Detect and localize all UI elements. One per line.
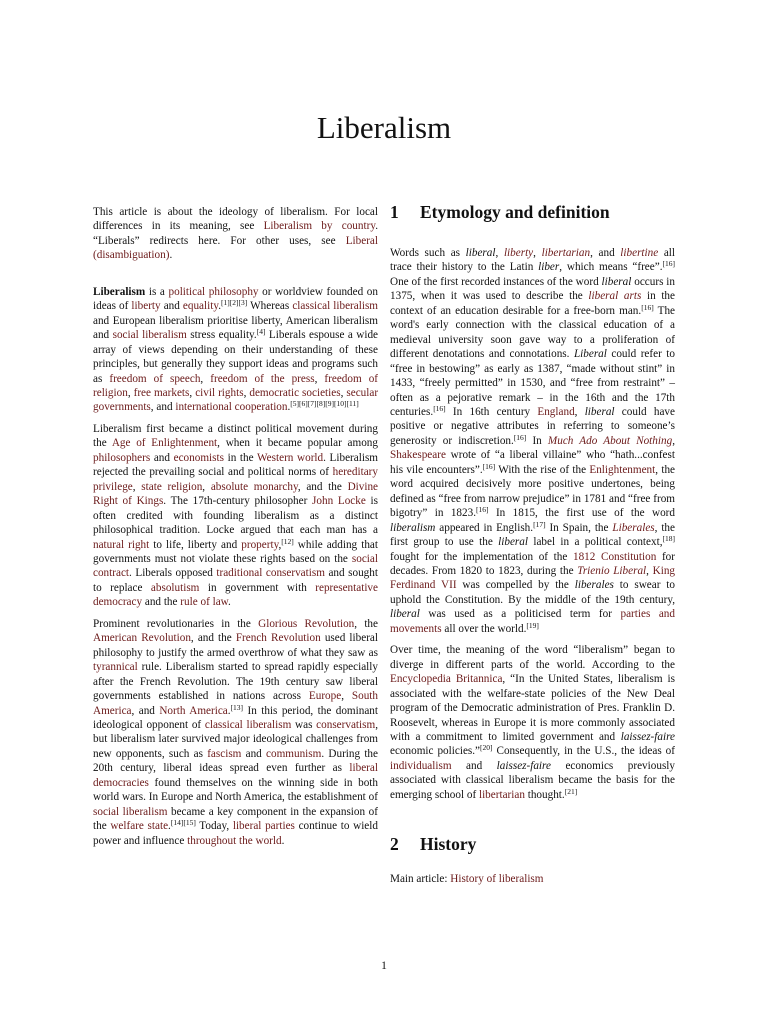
link-french-revolution[interactable]: French Revolution (235, 632, 321, 645)
link-rule-of-law[interactable]: rule of law (180, 596, 229, 609)
paragraph-enlightenment: Liberalism first became a distinct political movement during the Age of Enlightenment, when it became popular among philosophers and economists in the Western world. Liberalism rejected the prevailing social and political norms of hereditary privilege, state religion, absolute monarchy, and the Divine Right of Kings. The 17th-century philosopher John Locke is often credited with founding liberalism as a distinct philosophical tradition. Locke argued that each man has a natural right to life, liberty and property,[12] while adding that governments must not violate these rights based on the social contract. Liberals opposed traditional conservatism and sought to replace absolutism in government with representative democracy and the rule of law. (93, 422, 379, 609)
link-classical-liberalism-2[interactable]: classical liberalism (204, 718, 292, 731)
page-title: Liberalism (316, 110, 452, 145)
link-north-america[interactable]: North America (159, 704, 228, 717)
link-conservatism[interactable]: conservatism (316, 718, 376, 731)
page-number: 1 (381, 960, 387, 972)
link-philosophers[interactable]: philosophers (93, 451, 151, 464)
section-heading-etymology: 1 Etymology and definition (390, 202, 610, 222)
link-fascism[interactable]: fascism (207, 747, 242, 760)
link-england[interactable]: England (537, 405, 575, 418)
link-welfare-state[interactable]: welfare state (110, 820, 169, 833)
link-social-liberalism-2[interactable]: social liberalism (93, 805, 168, 818)
paragraph-etymology: Words such as liberal, liberty, libertarian, and libertine all trace their history to the Latin liber, which means “free”.[16] One of the first recorded instances of the word liberal occurs in 1375, when it was used to describe the liberal arts in the context of an education desirable for a free-born man.[16] The word's early connection with the classical education of a medieval university soon gave way to a proliferation of different denotations and connotations. Liberal could refer to “free in bestowing” as early as 1387, “made without stint” in 1433, “freely permitted” in 1530, and “free from restraint” – often as a pejorative remark – in the 16th and the 17th centuries.[16] In 16th century England, liberal could have positive or negative attributes in referring to someone’s generosity or indiscretion.[16] In Much Ado About Nothing, Shakespeare wrote of “a liberal villaine” who “hath...confest his vile encounters”.[16] With the rise of the Enlightenment, the word acquired decisively more positive undertones, being defined as “free from narrow prejudice” in 1781 and “free from bigotry” in 1823.[16] In 1815, the first use of the word liberalism appeared in English.[17] In Spain, the Liberales, the first group to use the liberal label in a political context,[18] fought for the implementation of the 1812 Constitution for decades. From 1820 to 1823, during the Trienio Liberal, King Ferdinand VII was compelled by the liberales to swear to uphold the Constitution. By the middle of the 19th century, liberal was used as a politicised term for parties and movements all over the world.[19] (390, 247, 676, 635)
link-europe[interactable]: Europe (308, 690, 342, 703)
link-divine-right-of-kings[interactable]: Divine Right of Kings (93, 480, 379, 508)
link-freedom-of-the-press[interactable]: freedom of the press (210, 372, 315, 385)
link-encyclopedia-britannica[interactable]: Encyclopedia Britannica (390, 673, 503, 686)
citation[interactable]: [19] (526, 620, 539, 630)
link-equality[interactable]: equality (182, 300, 219, 313)
link-individualism[interactable]: individualism (390, 759, 452, 772)
link-absolutism[interactable]: absolutism (150, 581, 200, 594)
link-liberal-arts[interactable]: liberal arts (588, 290, 642, 303)
link-social-contract[interactable]: social contract (93, 552, 378, 580)
link-liberty-2[interactable]: liberty (503, 247, 534, 259)
link-libertarian[interactable]: libertarian (541, 247, 591, 259)
citation[interactable]: [12] (281, 536, 294, 546)
link-south-america[interactable]: South America (93, 690, 379, 717)
citation[interactable]: [14][15] (170, 818, 196, 828)
link-economists[interactable]: economists (173, 451, 224, 464)
link-classical-liberalism[interactable]: classical liberalism (292, 300, 378, 313)
link-king-ferdinand-vii[interactable]: King Ferdinand VII (390, 564, 675, 592)
link-social-liberalism[interactable]: social liberalism (112, 329, 187, 342)
link-traditional-conservatism[interactable]: traditional conservatism (216, 567, 325, 580)
link-property[interactable]: property (241, 538, 279, 551)
paragraph-meaning: Over time, the meaning of the word “liberalism” began to diverge in different parts of the world. According to the Encyclopedia Britannica, “In the United States, liberalism is associated with the welfare-state policies of the New Deal program of the Democratic administration of Pres. Franklin D. Roosevelt, whereas in Europe it is more commonly associated with a commitment to limited government and laissez-faire economic policies.”[20] Consequently, in the U.S., the ideas of individualism and laissez-faire economics previously associated with classical liberalism became the basis for the emerging school of libertarian thought.[21] (390, 644, 676, 801)
link-john-locke[interactable]: John Locke (312, 495, 366, 508)
section-heading-history: 2 History (390, 834, 477, 855)
link-american-revolution[interactable]: American Revolution (93, 632, 191, 645)
main-article-note: Main article: History of liberalism (390, 873, 544, 886)
link-natural-right[interactable]: natural right (93, 538, 150, 551)
citation[interactable]: [16] (641, 302, 654, 312)
link-communism[interactable]: communism (266, 747, 322, 760)
hatnote: This article is about the ideology of liberalism. For local differences in its meaning, see Liberalism by country. “Liberals” redirects here. For other uses, see Liberal (disambiguation). (93, 206, 378, 262)
right-column (390, 202, 675, 894)
intro-paragraph: Liberalism is a political philosophy or worldview founded on ideas of liberty and equality.[1][2][3] Whereas classical liberalism and European liberalism prioritise liberty, American liberalism and social liberalism stress equality.[4] Liberals espouse a wide array of views depending on their understanding of these principles, but generally they support ideas and programs such as freedom of speech, freedom of the press, freedom of religion, free markets, civil rights, democratic societies, secular governments, and international cooperation.[5][6][7][8][9][10][11] (93, 285, 379, 414)
link-international-cooperation[interactable]: international cooperation (175, 401, 288, 414)
link-hereditary-privilege[interactable]: hereditary privilege (93, 466, 378, 493)
link-liberales[interactable]: Liberales (612, 521, 655, 534)
citation[interactable]: [16] (662, 259, 676, 269)
citation[interactable]: [17] (533, 519, 546, 529)
link-much-ado-about-nothing[interactable]: Much Ado About Nothing (547, 434, 673, 447)
link-trienio-liberal[interactable]: Trienio Liberal (577, 564, 647, 577)
link-shakespeare[interactable]: Shakespeare (390, 449, 446, 462)
link-liberal-democracies[interactable]: liberal democracies (93, 762, 378, 789)
link-freedom-of-speech[interactable]: freedom of speech (109, 372, 201, 385)
link-enlightenment[interactable]: Enlightenment (589, 463, 656, 476)
citation[interactable]: [5][6][7][8][9][10][11] (290, 399, 359, 409)
link-tyrannical[interactable]: tyrannical (93, 661, 138, 674)
citation[interactable]: [16] (482, 461, 496, 471)
citation[interactable]: [16] (513, 432, 527, 442)
link-liberal-disambiguation[interactable]: Liberal (disambiguation) (93, 234, 378, 262)
citation[interactable]: [20] (480, 743, 493, 753)
link-libertarian-2[interactable]: libertarian (478, 788, 525, 801)
link-liberalism-by-country[interactable]: Liberalism by country (263, 220, 376, 233)
link-representative-democracy[interactable]: representative democracy (93, 581, 378, 609)
link-age-of-enlightenment[interactable]: Age of Enlightenment (111, 437, 218, 450)
left-column (93, 205, 378, 855)
citation[interactable]: [13] (230, 702, 244, 712)
link-glorious-revolution[interactable]: Glorious Revolution (258, 617, 355, 630)
citation[interactable]: [1][2][3] (221, 298, 248, 308)
link-history-of-liberalism[interactable]: History of liberalism (450, 873, 544, 886)
link-absolute-monarchy[interactable]: absolute monarchy (210, 480, 298, 493)
citation[interactable]: [4] (256, 327, 266, 337)
citation[interactable]: [16] (433, 403, 446, 413)
link-democratic-societies[interactable]: democratic societies (249, 386, 341, 399)
link-free-markets[interactable]: free markets (133, 386, 190, 399)
link-liberty[interactable]: liberty (131, 300, 161, 313)
citation[interactable]: [16] (476, 505, 489, 515)
paragraph-revolutions: Prominent revolutionaries in the Glorious Revolution, the American Revolution, and the French Revolution used liberal philosophy to justify the armed overthrow of what they saw as tyrannical rule. Liberalism started to spread rapidly especially after the French Revolution. The 19th century saw liberal governments established in nations across Europe, South America, and North America.[13] In this period, the dominant ideological opponent of classical liberalism was conservatism, but liberalism later survived major ideological challenges from new opponents, such as fascism and communism. During the 20th century, liberal ideas spread even further as liberal democracies found themselves on the winning side in both world wars. In Europe and North America, the establishment of social liberalism became a key component in the expansion of the welfare state.[14][15] Today, liberal parties continue to wield power and influence throughout the world. (93, 617, 379, 847)
link-parties-and-movements[interactable]: parties and movements (390, 608, 675, 635)
citation[interactable]: [21] (564, 786, 578, 796)
link-civil-rights[interactable]: civil rights (195, 386, 244, 399)
link-secular-governments[interactable]: secular governments (93, 386, 379, 414)
link-western-world[interactable]: Western world (257, 451, 324, 464)
link-liberal-parties[interactable]: liberal parties (232, 820, 295, 833)
link-political-philosophy[interactable]: political philosophy (168, 285, 259, 298)
link-throughout-the-world[interactable]: throughout the world (187, 834, 282, 847)
link-freedom-of-religion[interactable]: freedom of religion (93, 372, 379, 399)
link-state-religion[interactable]: state religion (141, 480, 203, 493)
citation[interactable]: [18] (662, 534, 676, 544)
link-libertine[interactable]: libertine (620, 247, 659, 259)
link-1812-constitution[interactable]: 1812 Constitution (572, 550, 657, 563)
